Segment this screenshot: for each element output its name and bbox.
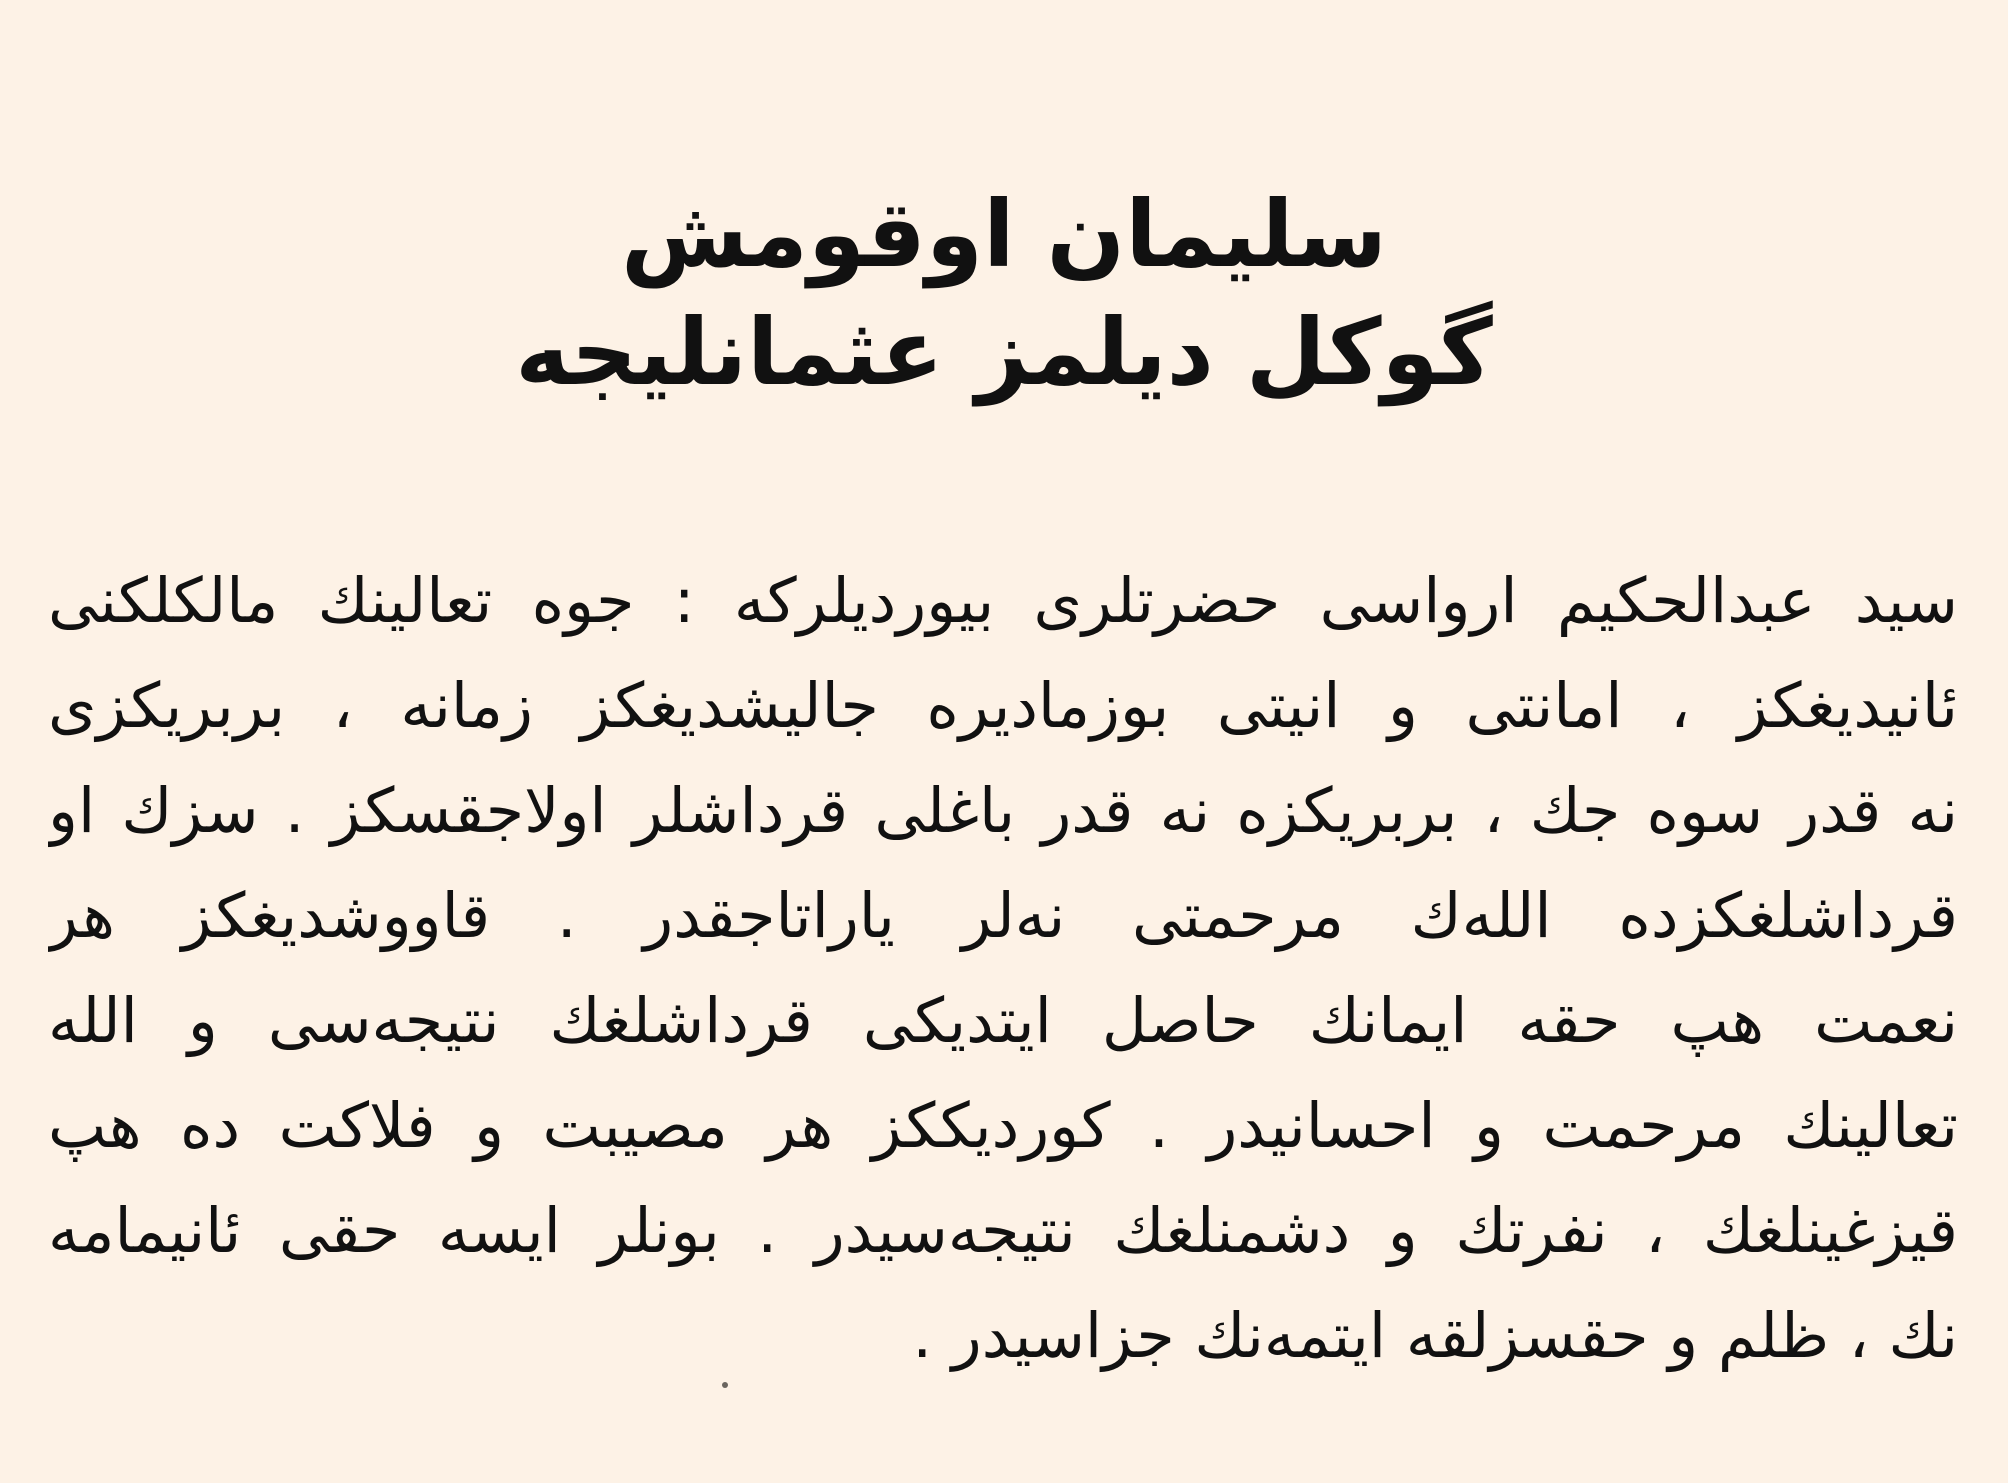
body-paragraph [48,548,1958,1388]
text-line: نعمت هپ حقه ایمانك حاصل ایتدیکی قرداشلغك نتیجه‌سی و الله [48,984,1958,1057]
text-line: قرداشلغکزده الله‌ك مرحمتی نه‌لر یاراتاجقدر . قاووشدیغکز هر [48,879,1958,952]
book-title: گوکل دیلمز عثمانلیجه [515,299,1493,407]
page-header [0,180,2008,409]
paper-speck [722,1382,728,1388]
text-line: نه قدر سوه جك ، بربریکزه نه قدر باغلی قرداشلر اولاجقسکز . سزك او [48,774,1958,847]
text-line: تعالینك مرحمت و احسانیدر . کوردیککز هر مصیبت و فلاکت ده هپ [48,1089,1958,1162]
author-name: سلیمان اوقومش [620,181,1387,288]
text-line: قیزغینلغك ، نفرتك و دشمنلغك نتیجه‌سیدر . بونلر ایسه حقی ئانیمامه [48,1194,1958,1267]
text-line: ئانیدیغکز ، امانتی و انیتی بوزمادیره جالیشدیغکز زمانه ، بربریکزی [48,669,1958,742]
text-line: سید عبدالحکیم ارواسی حضرتلری بیوردیلرکه : جوه تعالینك مالکلکنی [48,564,1958,637]
text-line: نك ، ظلم و حقسزلقه ایتمه‌نك جزاسیدر . [912,1299,1958,1372]
